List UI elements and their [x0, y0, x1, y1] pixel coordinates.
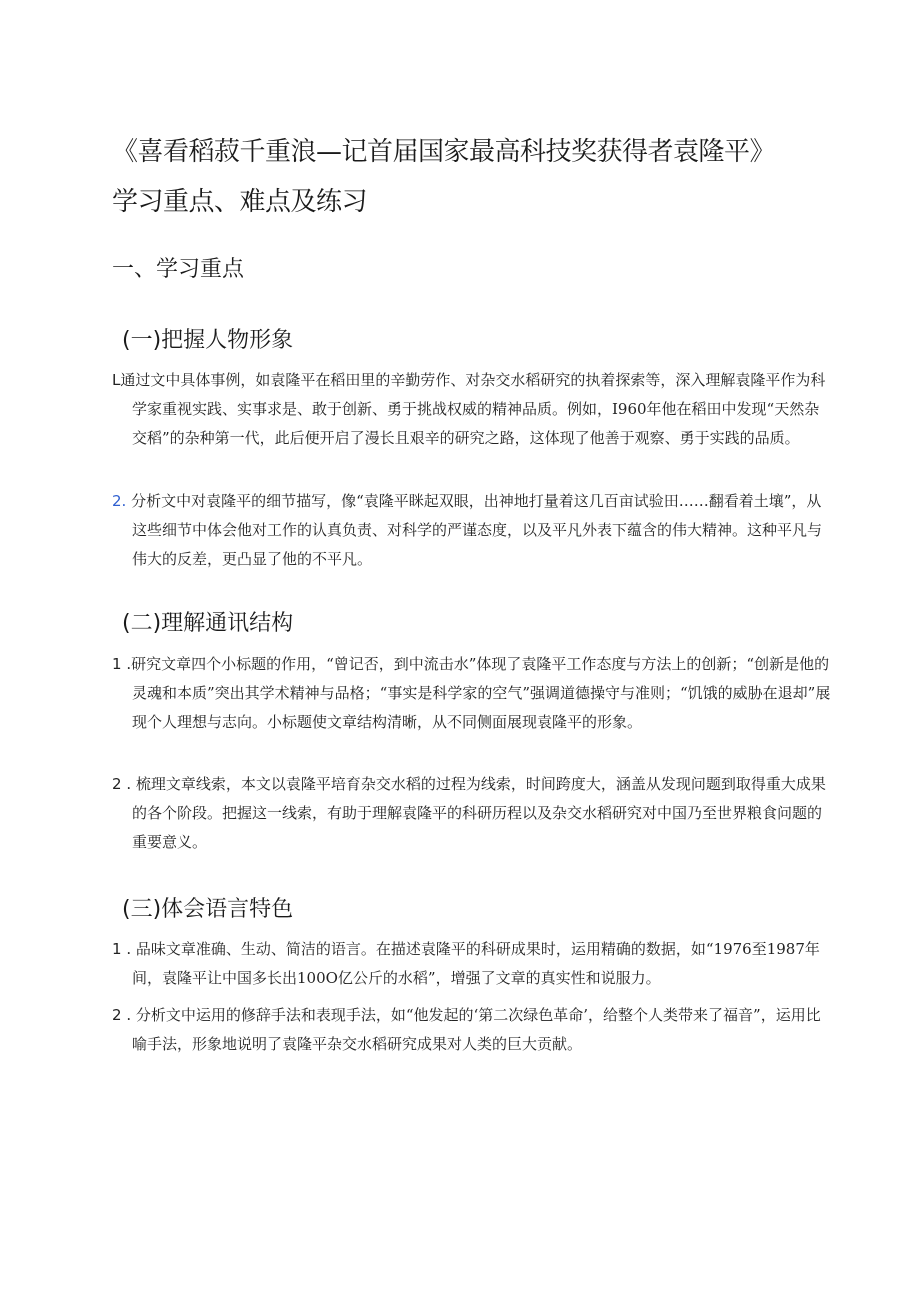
item-text: 分析文中对袁隆平的细节描写，像“袁隆平眯起双眼，出神地打量着这几百亩试验田……翻看着土壤”，从这些细节中体会他对工作的认真负责、对科学的严谨态度，以及平凡外表下蕴含的伟大精神。这种平凡与伟大的反差，更凸显了他的不平凡。 — [126, 492, 823, 568]
item-text: . 分析文中运用的修辞手法和表现手法，如“他发起的‘第二次绿色革命’，给整个人类带来了福音”，运用比喻手法，形象地说明了袁隆平杂交水稻研究成果对人类的巨大贡献。 — [121, 1006, 821, 1053]
title-line-1: 《喜看稻菽千重浪—记首届国家最高科技奖获得者袁隆平》 — [112, 137, 776, 167]
item-text: 通过文中具体事例，如袁隆平在稻田里的辛勤劳作、对杂交水稻研究的执着探索等，深入理解袁隆平作为科学家重视实践、实事求是、敢于创新、勇于挑战权威的精神品质。例如，I960年他在稻田中发现“天然杂交稻”的杂种第一代，此后便开启了漫长且艰辛的研究之路，这体现了他善于观察、勇于实践的品质。 — [120, 371, 826, 447]
section-heading-study-focus: 一、学习重点 — [112, 257, 245, 282]
item-number: 1 — [112, 940, 122, 958]
item-number: L — [112, 371, 121, 389]
subheading-structure: (二)理解通讯结构 — [122, 611, 294, 636]
list-item — [112, 650, 832, 737]
item-number: 2 — [112, 775, 122, 793]
document-title — [112, 127, 812, 227]
subheading-character-image: (一)把握人物形象 — [122, 328, 294, 353]
list-item — [112, 366, 832, 453]
list-item — [112, 935, 832, 993]
title-line-2: 学习重点、难点及练习 — [112, 187, 368, 217]
item-text: .研究文章四个小标题的作用，“曾记否，到中流击水”体现了袁隆平工作态度与方法上的创新；“创新是他的灵魂和本质”突出其学术精神与品格；“事实是科学家的空气”强调道德操守与准则；“饥饿的威胁在退却”展现个人理想与志向。小标题使文章结构清晰，从不同侧面展现袁隆平的形象。 — [121, 655, 831, 731]
item-text: . 梳理文章线索，本文以袁隆平培育杂交水稻的过程为线索，时间跨度大，涵盖从发现问题到取得重大成果的各个阶段。把握这一线索，有助于理解袁隆平的科研历程以及杂交水稻研究对中国乃至世界粮食问题的重要意义。 — [121, 775, 826, 851]
item-number: 2. — [112, 492, 127, 510]
item-text: . 品味文章准确、生动、简洁的语言。在描述袁隆平的科研成果时，运用精确的数据，如“1976至1987年间，袁隆平让中国多长出100O亿公斤的水稻”，增强了文章的真实性和说服力。 — [121, 940, 820, 987]
list-item — [112, 770, 832, 857]
list-item — [112, 1001, 832, 1059]
item-number: 2 — [112, 1006, 122, 1024]
list-item — [112, 487, 832, 574]
subheading-language: (三)体会语言特色 — [122, 897, 294, 922]
item-number: 1 — [112, 655, 122, 673]
